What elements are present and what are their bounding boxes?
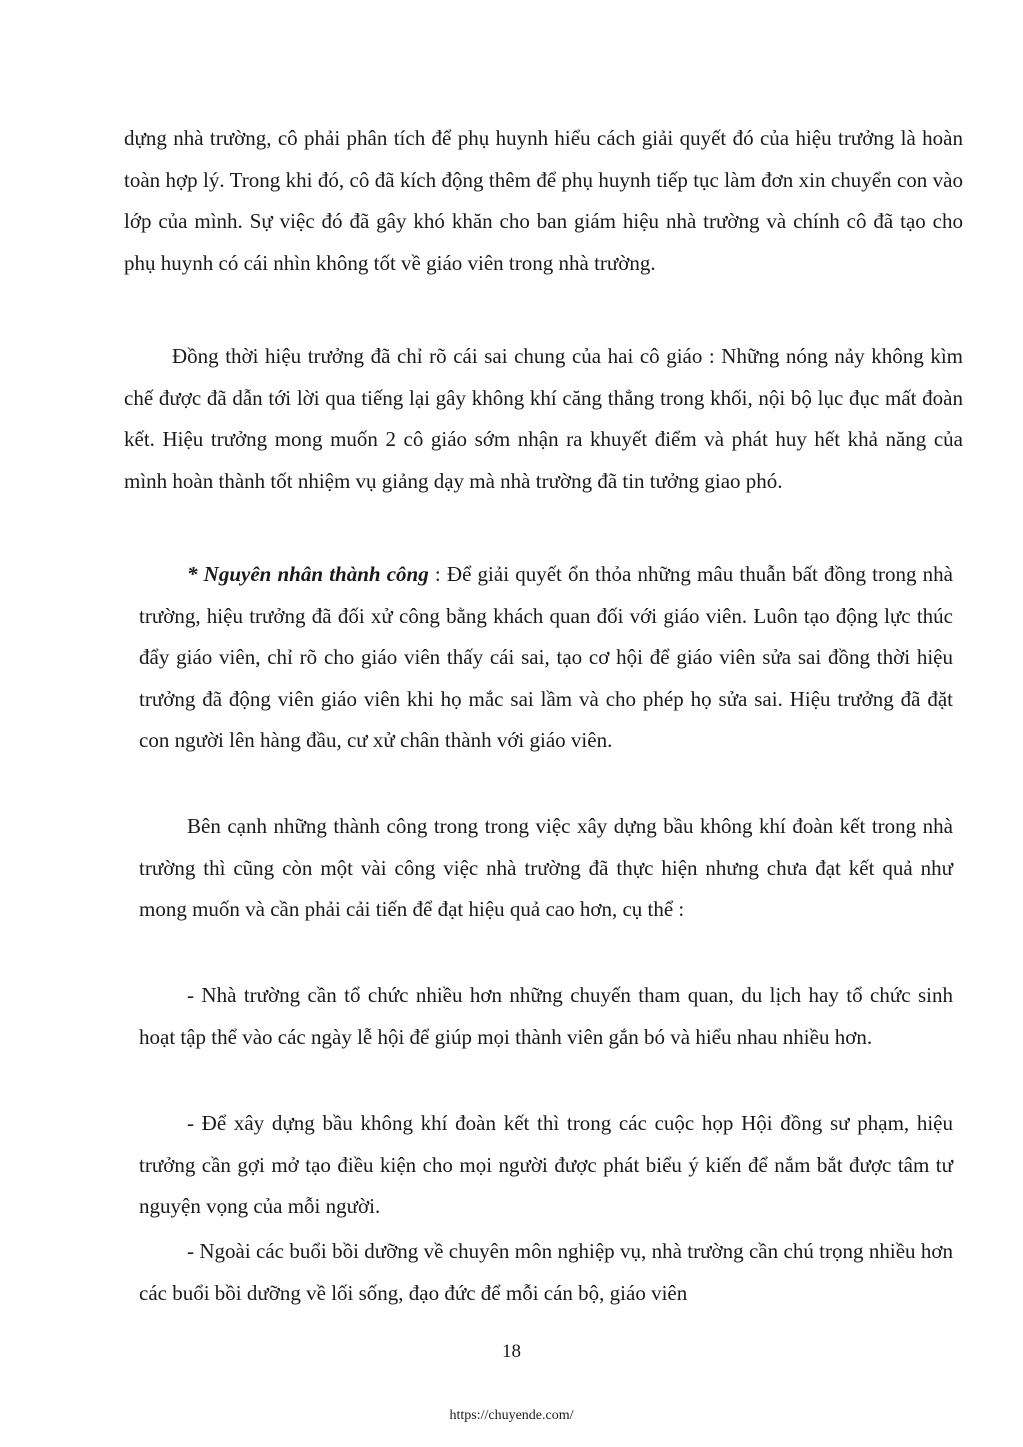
paragraph-2 [124,336,963,502]
paragraph-7-bullet [139,1231,953,1314]
paragraph-2-text: Đồng thời hiệu trưởng đã chỉ rõ cái sai chung của hai cô giáo : Những nóng nảy không kìm chế được đã dẫn tới lời qua tiếng lại gây không khí căng thẳng trong khối, nội bộ lục đục mất đoàn kết. Hiệu trưởng mong muốn 2 cô giáo sớm nhận ra khuyết điểm và phát huy hết khả năng của mình hoàn thành tốt nhiệm vụ giảng dạy mà nhà trường đã tin tưởng giao phó. [124,344,963,493]
paragraph-6-bullet [139,1103,953,1228]
paragraph-3-text: : Để giải quyết ổn thỏa những mâu thuẫn bất đồng trong nhà trường, hiệu trưởng đã đối xử công bằng khách quan đối với giáo viên. Luôn tạo động lực thúc đẩy giáo viên, chỉ rõ cho giáo viên thấy cái sai, tạo cơ hội để giáo viên sửa sai đồng thời hiệu trưởng đã động viên giáo viên khi họ mắc sai lầm và cho phép họ sửa sai. Hiệu trưởng đã đặt con người lên hàng đầu, cư xử chân thành với giáo viên. [139,562,953,752]
paragraph-5-bullet [139,975,953,1058]
paragraph-1-text: dựng nhà trường, cô phải phân tích để phụ huynh hiểu cách giải quyết đó của hiệu trưởng là hoàn toàn hợp lý. Trong khi đó, cô đã kích động thêm để phụ huynh tiếp tục làm đơn xin chuyển con vào lớp của mình. Sự việc đó đã gây khó khăn cho ban giám hiệu nhà trường và chính cô đã tạo cho phụ huynh có cái nhìn không tốt về giáo viên trong nhà trường. [124,126,963,275]
paragraph-7-text: - Ngoài các buổi bồi dưỡng về chuyên môn nghiệp vụ, nhà trường cần chú trọng nhiều hơn các buổi bồi dưỡng về lối sống, đạo đức để mỗi cán bộ, giáo viên [139,1239,953,1305]
paragraph-3-lead: * Nguyên nhân thành công [187,562,429,586]
page-number: 18 [502,1341,521,1362]
paragraph-4 [139,806,953,931]
paragraph-success-reasons [139,554,953,762]
paragraph-6-text: - Để xây dựng bầu không khí đoàn kết thì trong các cuộc họp Hội đồng sư phạm, hiệu trưởng cần gợi mở tạo điều kiện cho mọi người được phát biểu ý kiến để nắm bắt được tâm tư nguyện vọng của mỗi người. [139,1111,953,1218]
paragraph-1 [124,118,963,284]
footer-url[interactable]: https://chuyende.com/ [449,1408,574,1423]
paragraph-5-text: - Nhà trường cần tổ chức nhiều hơn những chuyến tham quan, du lịch hay tổ chức sinh hoạt tập thể vào các ngày lễ hội để giúp mọi thành viên gắn bó và hiểu nhau nhiều hơn. [139,983,953,1049]
paragraph-4-text: Bên cạnh những thành công trong trong việc xây dựng bầu không khí đoàn kết trong nhà trường thì cũng còn một vài công việc nhà trường đã thực hiện nhưng chưa đạt kết quả như mong muốn và cần phải cải tiến để đạt hiệu quả cao hơn, cụ thể : [139,814,953,921]
